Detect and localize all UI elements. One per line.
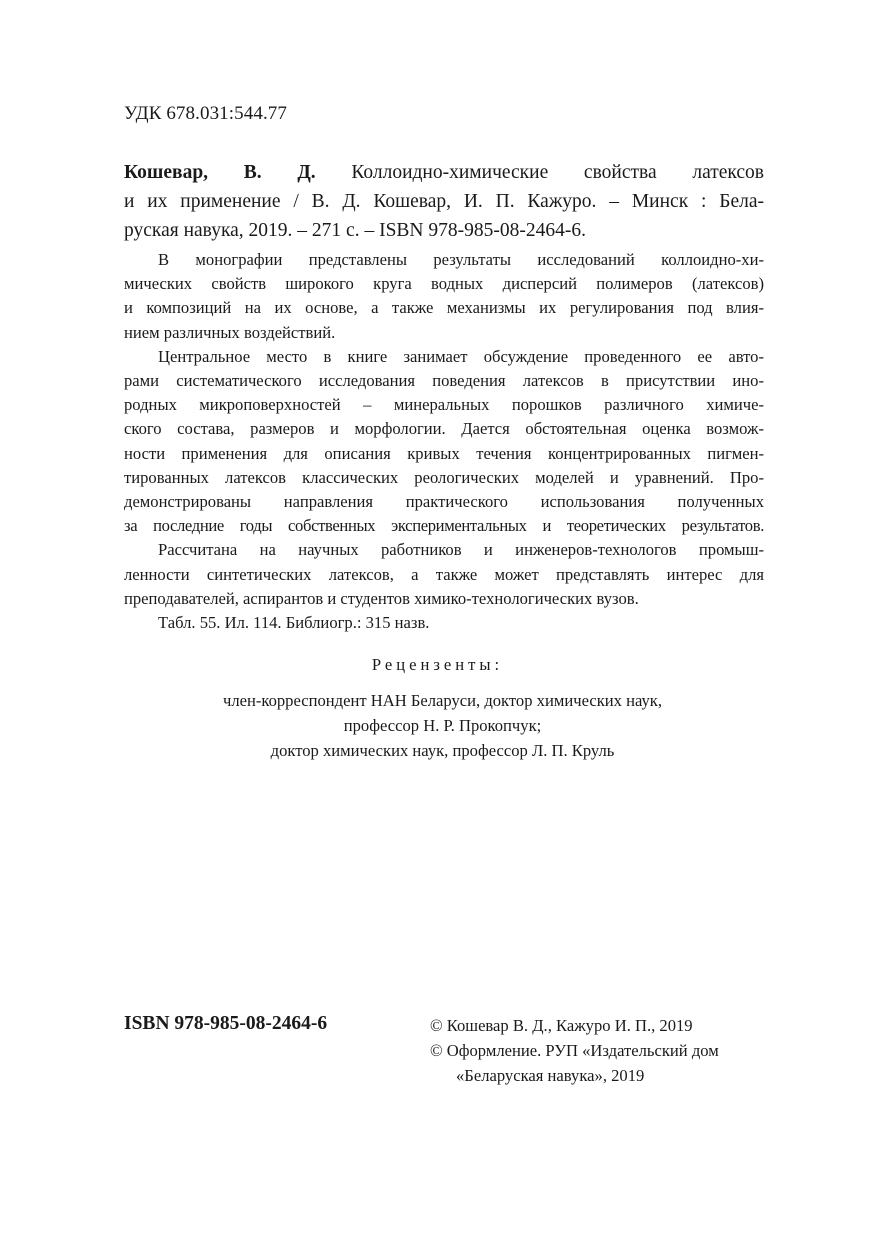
reviewer-line: профессор Н. Р. Прокопчук; <box>343 716 542 735</box>
copyright-line: © Кошевар В. Д., Кажуро И. П., 2019 <box>430 1016 693 1035</box>
annotation <box>124 248 764 635</box>
copyright-line: © Оформление. РУП «Издательский дом <box>430 1041 719 1060</box>
annotation-line: мических свойств широкого круга водных дисперсий полимеров (латексов) <box>124 274 764 294</box>
annotation-line: В монографии представлены результаты исследований коллоидно-хи- <box>158 250 764 269</box>
reviewers-list <box>0 688 875 763</box>
annotation-line: Рассчитана на научных работников и инженеров-технологов промыш- <box>158 540 764 560</box>
annotation-line: Центральное место в книге занимает обсуждение проведенного ее авто- <box>158 346 764 366</box>
annotation-line: родных микроповерхностей – минеральных порошков различного химиче- <box>124 395 764 415</box>
biblio-line-3: руская навука, 2019. – 271 с. – ISBN 978-985-08-2464-6. <box>124 220 586 241</box>
isbn: ISBN 978-985-08-2464-6 <box>124 1013 328 1034</box>
biblio-line-2: и их применение / В. Д. Кошевар, И. П. Кажуро. – Минск : Бела- <box>124 191 764 212</box>
copyright-line: «Беларуская навука», 2019 <box>456 1066 645 1085</box>
book-title: Коллоидно-химические свойства латексов <box>315 162 764 183</box>
annotation-line: преподавателей, аспирантов и студентов химико-технологических вузов. <box>124 588 639 608</box>
annotation-line: и композиций на их основе, а также механизмы их регулирования под влия- <box>124 298 764 318</box>
annotation-line: ности применения для описания кривых течения концентрированных пигмен- <box>124 443 764 463</box>
author-name: Кошевар, В. Д. <box>124 162 316 183</box>
udk-code: УДК 678.031:544.77 <box>124 103 287 124</box>
biblio-line-1 <box>124 158 764 187</box>
annotation-line: за последние годы собственных экспериментальных и теоретических результатов. <box>124 516 764 536</box>
copyright-block <box>430 1013 719 1088</box>
annotation-stats: Табл. 55. Ил. 114. Библиогр.: 315 назв. <box>158 613 430 633</box>
annotation-line: ского состава, размеров и морфологии. Дается обстоятельная оценка возмож- <box>124 419 764 439</box>
annotation-line: рами систематического исследования поведения латексов в присутствии ино- <box>124 371 764 391</box>
annotation-line: ленности синтетических латексов, а также может представлять интерес для <box>124 564 764 584</box>
annotation-line: тированных латексов классических реологических моделей и уравнений. Про- <box>124 467 764 487</box>
reviewer-line: член-корреспондент НАН Беларуси, доктор химических наук, <box>222 691 663 710</box>
reviewers-heading: Рецензенты: <box>371 655 504 674</box>
reviewer-line: доктор химических наук, профессор Л. П. Круль <box>270 741 615 760</box>
annotation-line: нием различных воздействий. <box>124 322 336 342</box>
bibliographic-description <box>124 158 764 245</box>
annotation-line: демонстрированы направления практического использования полученных <box>124 492 764 512</box>
